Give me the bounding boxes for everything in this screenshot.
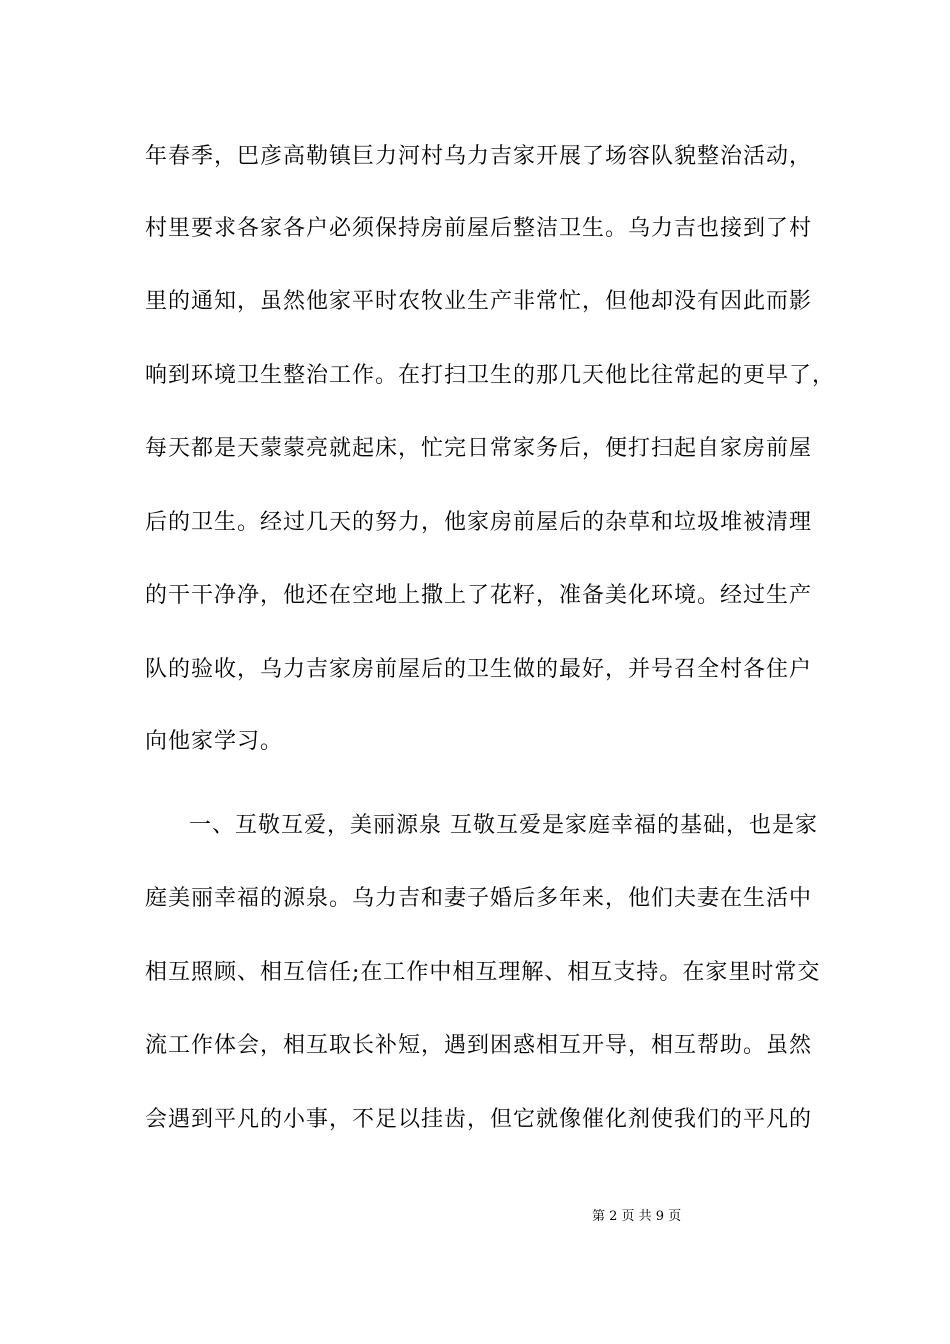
text-line: 队的验收，乌力吉家房前屋后的卫生做的最好，并号召全村各住户: [145, 657, 813, 682]
text-line: 会遇到平凡的小事，不足以挂齿，但它就像催化剂使我们的平凡的: [145, 1107, 813, 1132]
text-line: 后的卫生。经过几天的努力，他家房前屋后的杂草和垃圾堆被清理: [145, 510, 813, 535]
text-line: 响到环境卫生整治工作。在打扫卫生的那几天他比往常起的更早了，: [145, 363, 836, 388]
text-line: 的干干净净，他还在空地上撒上了花籽，准备美化环境。经过生产: [145, 583, 813, 608]
text-line: 年春季，巴彦高勒镇巨力河村乌力吉家开展了场容队貌整治活动，: [145, 144, 813, 169]
text-line: 里的通知，虽然他家平时农牧业生产非常忙，但他却没有因此而影: [145, 289, 813, 314]
text-line: 流工作体会，相互取长补短，遇到困惑相互开导，相互帮助。虽然: [145, 1033, 813, 1058]
text-line: 向他家学习。: [145, 729, 284, 754]
text-line: 每天都是天蒙蒙亮就起床，忙完日常家务后，便打扫起自家房前屋: [145, 436, 813, 461]
page-number: 第 2 页 共 9 页: [592, 1209, 682, 1224]
text-line: 村里要求各家各户必须保持房前屋后整洁卫生。乌力吉也接到了村: [145, 216, 813, 241]
text-line: 相互照顾、相互信任;在工作中相互理解、相互支持。在家里时常交: [145, 960, 821, 985]
paragraph-first-line: 一、互敬互爱，美丽源泉 互敬互爱是家庭幸福的基础，也是家: [189, 813, 818, 838]
text-line: 庭美丽幸福的源泉。乌力吉和妻子婚后多年来，他们夫妻在生活中: [145, 886, 813, 911]
